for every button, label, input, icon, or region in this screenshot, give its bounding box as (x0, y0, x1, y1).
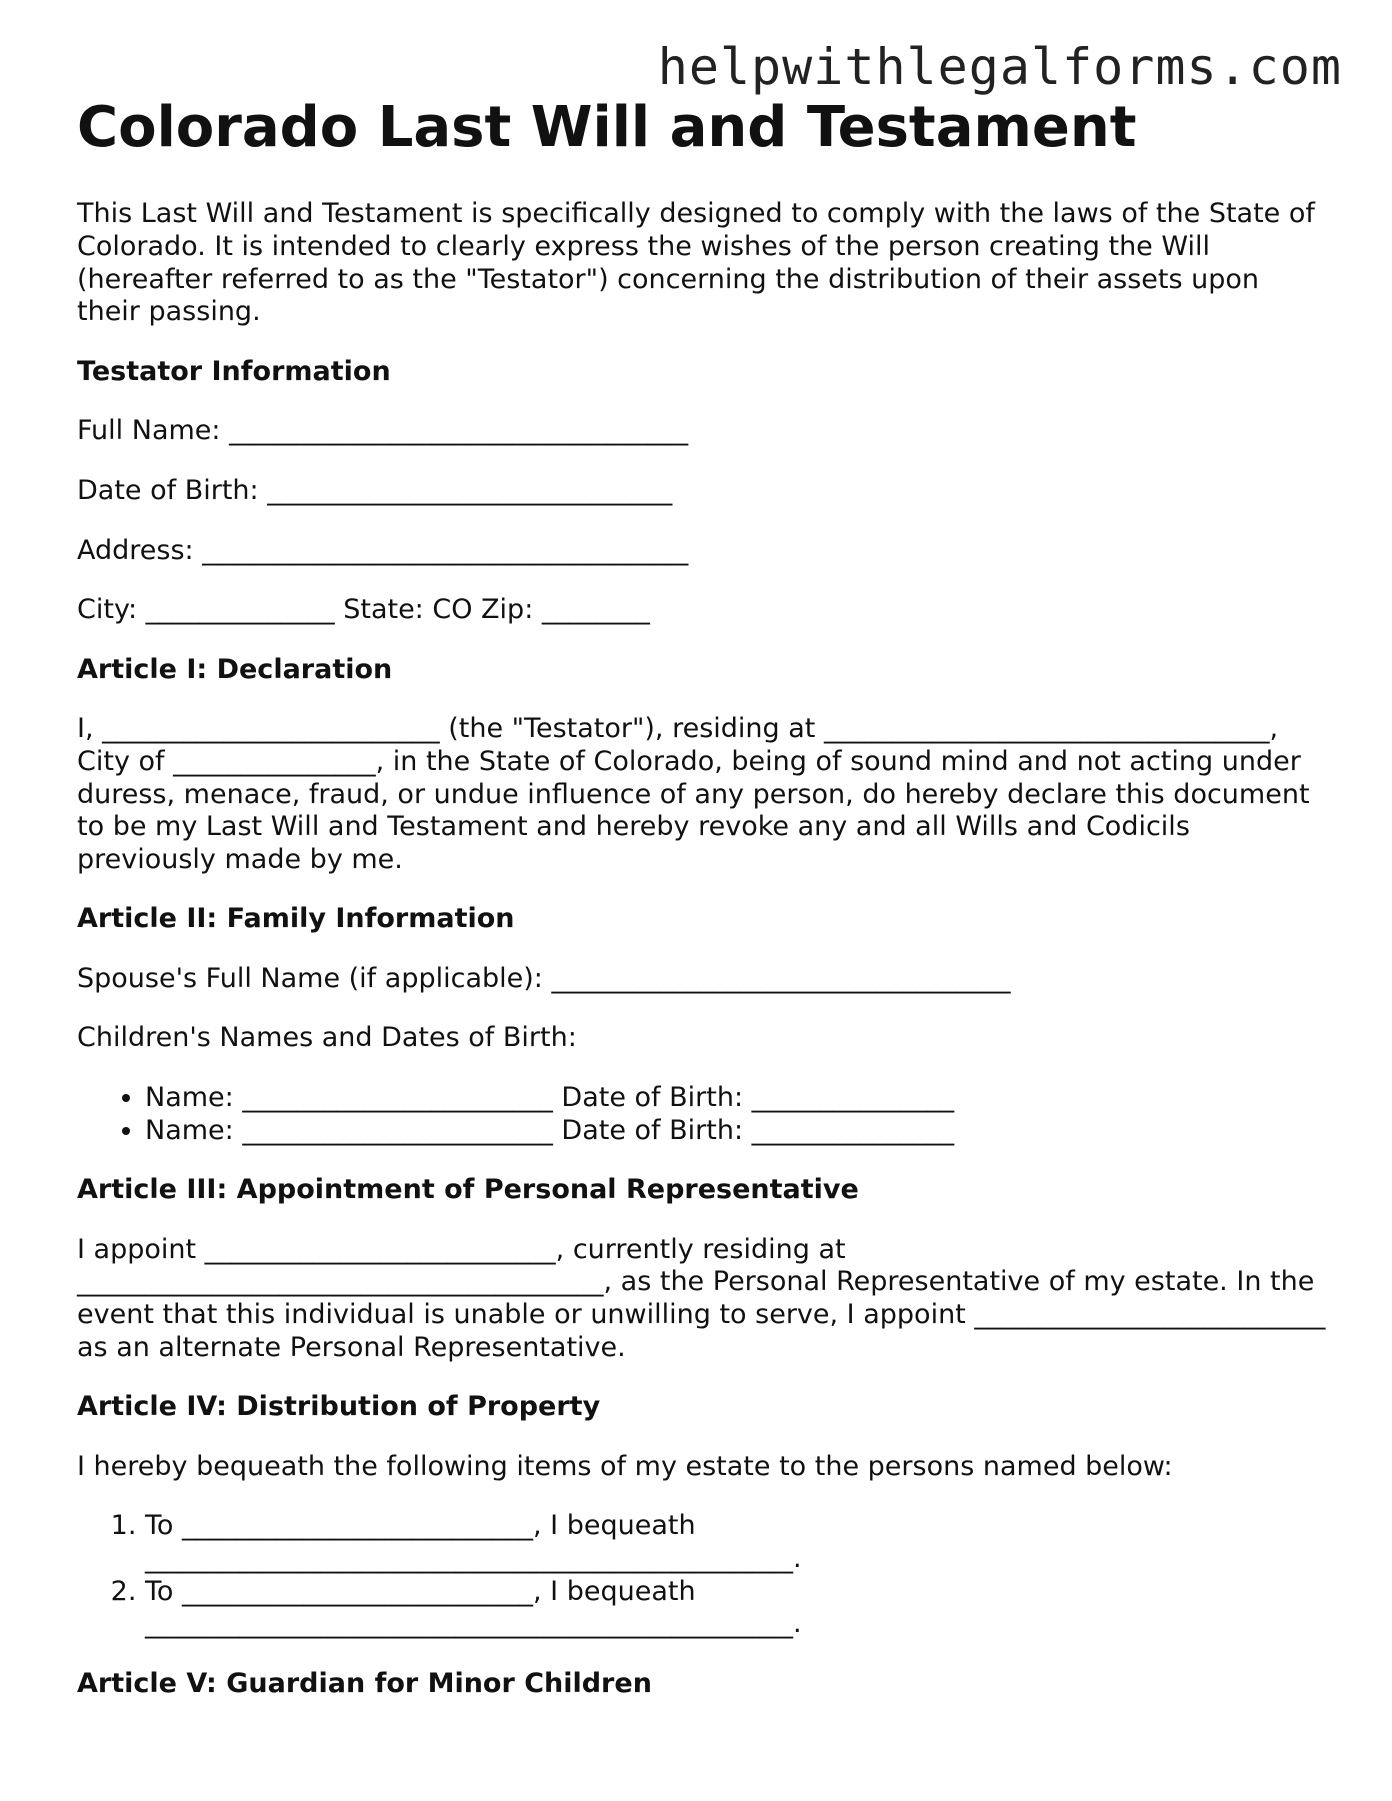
site-watermark: helpwithlegalforms.com (657, 38, 1342, 96)
date-of-birth-field[interactable]: Date of Birth: ______________________________ (77, 474, 673, 506)
document-page (77, 96, 1327, 1727)
intro-paragraph: This Last Will and Testament is specifically designed to comply with the laws of the State of Colorado. It is intended to clearly express the wishes of the person creating the Will (hereafter referred to as the "Testator") concerning the distribution of their assets upon their passing. (77, 198, 1315, 328)
children-label: Children's Names and Dates of Birth: (77, 1022, 577, 1054)
article-2-heading: Article II: Family Information (77, 903, 515, 935)
article-3-appointment[interactable]: I appoint __________________________, currently residing at _______________________________________, as the Personal Representative of my estate. In the event that this individual is unable or unwilling to serve, I appoint __________________________ as an alternate Personal Representative. (77, 1233, 1326, 1363)
article-4-heading: Article IV: Distribution of Property (77, 1391, 601, 1423)
article-1-heading: Article I: Declaration (77, 653, 393, 685)
article-1-declaration[interactable]: I, _________________________ (the "Testator"), residing at _________________________________, City of _______________, in the State of Colorado, being of sound mind and not acting under duress, menace, fraud, or undue influence of any person, do hereby declare this document to be my Last Will and Testament and hereby revoke any and all Wills and Codicils previously made by me. (77, 713, 1310, 875)
full-name-field[interactable]: Full Name: __________________________________ (77, 415, 689, 447)
bequest-item[interactable]: 2. To __________________________, I bequeath ________________________________________________. (145, 1576, 1327, 1641)
city-state-zip-field[interactable]: City: ______________ State: CO Zip: ________ (77, 594, 650, 626)
bequest-item[interactable]: 1. To __________________________, I bequeath ________________________________________________. (145, 1510, 1327, 1575)
address-field[interactable]: Address: ____________________________________ (77, 534, 689, 566)
spouse-name-field[interactable]: Spouse's Full Name (if applicable): __________________________________ (77, 962, 1011, 994)
document-title: Colorado Last Will and Testament (77, 95, 1137, 160)
testator-info-heading: Testator Information (77, 355, 391, 387)
child-entry[interactable]: • Name: _______________________ Date of Birth: _______________ (145, 1115, 1327, 1148)
article-4-intro: I hereby bequeath the following items of my estate to the persons named below: (77, 1450, 1173, 1482)
children-list (77, 1082, 1327, 1147)
bequest-list (77, 1510, 1327, 1640)
article-3-heading: Article III: Appointment of Personal Representative (77, 1174, 859, 1206)
article-5-heading: Article V: Guardian for Minor Children (77, 1667, 652, 1699)
child-entry[interactable]: • Name: _______________________ Date of Birth: _______________ (145, 1082, 1327, 1115)
